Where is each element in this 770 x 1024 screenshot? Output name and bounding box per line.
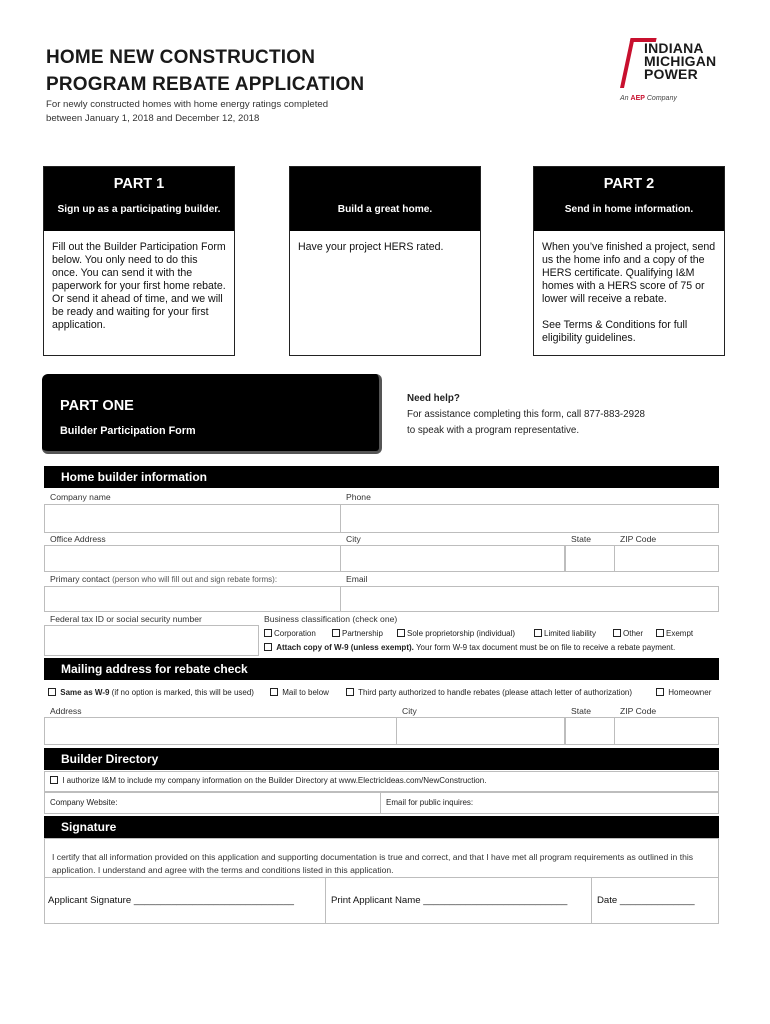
checkbox-icon[interactable] xyxy=(48,688,56,696)
mailing-state-label: State xyxy=(571,706,592,716)
part2-text: When you’ve finished a project, send us the home info and a copy of the HERS certificate. Qualifying I&M homes with a HERS score of 75 or lower will receive a rebate. xyxy=(542,241,716,305)
company-website-label: Company Website: xyxy=(50,798,118,807)
page-title xyxy=(46,44,364,98)
mailing-address-label: Address xyxy=(50,706,82,716)
option-sole-proprietorship-label: Sole proprietorship (individual) xyxy=(407,629,516,638)
option-other[interactable] xyxy=(613,629,643,638)
option-partnership-label: Partnership xyxy=(342,629,383,638)
mailing-address-field[interactable] xyxy=(44,717,397,745)
state-field[interactable] xyxy=(565,545,615,572)
option-corporation-label: Corporation xyxy=(274,629,316,638)
logo-tagline-prefix: An xyxy=(620,95,629,102)
middle-header xyxy=(290,167,480,231)
mail-to-below-label: Mail to below xyxy=(282,688,329,697)
mailing-city-field[interactable] xyxy=(396,717,565,745)
company-name-field[interactable] xyxy=(44,504,341,533)
section-signature: Signature xyxy=(44,816,719,838)
mailing-zip-field[interactable] xyxy=(614,717,719,745)
primary-contact-label xyxy=(50,574,277,584)
primary-contact-field[interactable] xyxy=(44,586,341,612)
middle-card xyxy=(289,166,481,356)
company-name-label: Company name xyxy=(50,492,111,502)
logo-tagline-brand: AEP xyxy=(630,95,645,102)
logo-line-3: POWER xyxy=(644,66,698,82)
part2-card xyxy=(533,166,725,356)
phone-label: Phone xyxy=(346,492,371,502)
checkbox-icon[interactable] xyxy=(270,688,278,696)
option-limited-liability[interactable] xyxy=(534,629,596,638)
part1-body xyxy=(44,231,234,332)
option-exempt-label: Exempt xyxy=(666,629,694,638)
part2-body xyxy=(534,231,724,345)
w9-attach[interactable] xyxy=(264,643,675,652)
directory-authorize-label: I authorize I&M to include my company information on the Builder Directory at www.ElectricIdeas.com/NewConstruction. xyxy=(62,776,487,785)
same-as-w9-note: (if no option is marked, this will be used) xyxy=(111,688,254,697)
mailing-zip-label: ZIP Code xyxy=(620,706,657,716)
w9-attach-note: Your form W-9 tax document must be on file to receive a rebate payment. xyxy=(415,643,676,652)
office-address-field[interactable] xyxy=(44,545,341,572)
checkbox-icon[interactable] xyxy=(50,776,58,784)
logo-tagline-suffix: Company xyxy=(646,95,677,102)
option-sole-proprietorship[interactable] xyxy=(397,629,515,638)
print-name-line[interactable]: Print Applicant Name ___________________________ xyxy=(331,895,568,906)
mail-to-below-option[interactable] xyxy=(270,688,329,697)
option-other-label: Other xyxy=(623,629,644,638)
option-partnership[interactable] xyxy=(332,629,383,638)
homeowner-label: Homeowner xyxy=(668,688,712,697)
homeowner-option[interactable] xyxy=(656,688,711,697)
mailing-city-label: City xyxy=(402,706,417,716)
checkbox-icon[interactable] xyxy=(656,688,664,696)
option-limited-liability-label: Limited liability xyxy=(544,629,597,638)
section-home-builder: Home builder information xyxy=(44,466,719,488)
same-as-w9-label: Same as W-9 xyxy=(60,688,110,697)
tax-id-label: Federal tax ID or social security number xyxy=(50,614,202,624)
signature-divider-v2 xyxy=(591,877,592,924)
city-label: City xyxy=(346,534,361,544)
checkbox-icon[interactable] xyxy=(397,629,405,637)
city-field[interactable] xyxy=(340,545,565,572)
part2-subtitle: Send in home information. xyxy=(564,204,694,215)
title-line-2: PROGRAM REBATE APPLICATION xyxy=(46,74,365,95)
help-line-2: to speak with a program representative. xyxy=(407,425,580,436)
public-email-label: Email for public inquires: xyxy=(386,798,474,807)
company-logo xyxy=(620,38,730,108)
email-label: Email xyxy=(346,574,368,584)
logo-line-1: INDIANA xyxy=(644,40,704,56)
title-line-1: HOME NEW CONSTRUCTION xyxy=(46,47,316,68)
logo-wordmark xyxy=(644,42,716,81)
middle-text: Have your project HERS rated. xyxy=(298,241,444,253)
middle-subtitle: Build a great home. xyxy=(337,204,433,215)
part1-header xyxy=(44,167,234,231)
business-class-label: Business classification (check one) xyxy=(264,614,398,624)
signature-divider xyxy=(44,877,719,878)
w9-attach-bold: Attach copy of W-9 (unless exempt). xyxy=(276,643,414,652)
tax-id-field[interactable] xyxy=(44,625,259,656)
zip-field[interactable] xyxy=(614,545,719,572)
help-line-1: For assistance completing this form, call 877-883-2928 xyxy=(407,409,645,420)
subtitle-line-2: between January 1, 2018 and December 12, 2018 xyxy=(46,113,260,124)
third-party-label: Third party authorized to handle rebates (please attach letter of authorization) xyxy=(358,688,633,697)
state-label: State xyxy=(571,534,592,544)
logo-line-2: MICHIGAN xyxy=(644,53,717,69)
checkbox-icon[interactable] xyxy=(332,629,340,637)
part1-title: PART 1 xyxy=(113,176,165,192)
checkbox-icon[interactable] xyxy=(264,643,272,651)
section-builder-directory: Builder Directory xyxy=(44,748,719,770)
page-subtitle xyxy=(46,98,406,126)
same-as-w9-option[interactable] xyxy=(48,688,254,697)
checkbox-icon[interactable] xyxy=(346,688,354,696)
subtitle-line-1: For newly constructed homes with home energy ratings completed xyxy=(46,99,329,110)
part-one-banner xyxy=(42,374,382,454)
part2-text-2: See Terms & Conditions for full eligibility guidelines. xyxy=(542,319,688,344)
date-line[interactable]: Date ______________ xyxy=(597,895,695,906)
primary-contact-text: Primary contact xyxy=(50,574,110,584)
option-corporation[interactable] xyxy=(264,629,316,638)
part-one-subtitle: Builder Participation Form xyxy=(60,425,196,437)
office-address-label: Office Address xyxy=(50,534,106,544)
directory-authorize-option[interactable] xyxy=(50,776,486,785)
option-exempt[interactable] xyxy=(656,629,693,638)
signature-divider-v1 xyxy=(325,877,326,924)
part2-header xyxy=(534,167,724,231)
primary-contact-note: (person who will fill out and sign rebate forms): xyxy=(112,575,278,584)
part-one-title: PART ONE xyxy=(60,398,134,414)
logo-tagline xyxy=(620,95,677,102)
middle-body xyxy=(290,231,480,254)
section-mailing-address: Mailing address for rebate check xyxy=(44,658,719,680)
part1-text: Fill out the Builder Participation Form below. You only need to do this once. You can send it with the paperwork for your first home rebate. Or send it ahead of time, and we will be ready and waiting for your first application. xyxy=(52,241,226,331)
help-title: Need help? xyxy=(407,393,460,404)
zip-label: ZIP Code xyxy=(620,534,657,544)
email-field[interactable] xyxy=(340,586,719,612)
phone-field[interactable] xyxy=(340,504,719,533)
part1-card xyxy=(43,166,235,356)
applicant-signature-line[interactable]: Applicant Signature ______________________________ xyxy=(48,895,294,906)
checkbox-icon[interactable] xyxy=(656,629,664,637)
third-party-option[interactable] xyxy=(346,688,632,697)
help-box xyxy=(407,391,645,439)
part1-subtitle: Sign up as a participating builder. xyxy=(57,204,221,215)
mailing-state-field[interactable] xyxy=(565,717,615,745)
part2-title: PART 2 xyxy=(603,176,655,192)
checkbox-icon[interactable] xyxy=(534,629,542,637)
checkbox-icon[interactable] xyxy=(613,629,621,637)
checkbox-icon[interactable] xyxy=(264,629,272,637)
certification-statement: I certify that all information provided on this application and supporting documentation is true and correct, and that I have met all program requirements as outlined in this application. I understand and agree with the terms and conditions listed in this application. xyxy=(52,852,694,875)
